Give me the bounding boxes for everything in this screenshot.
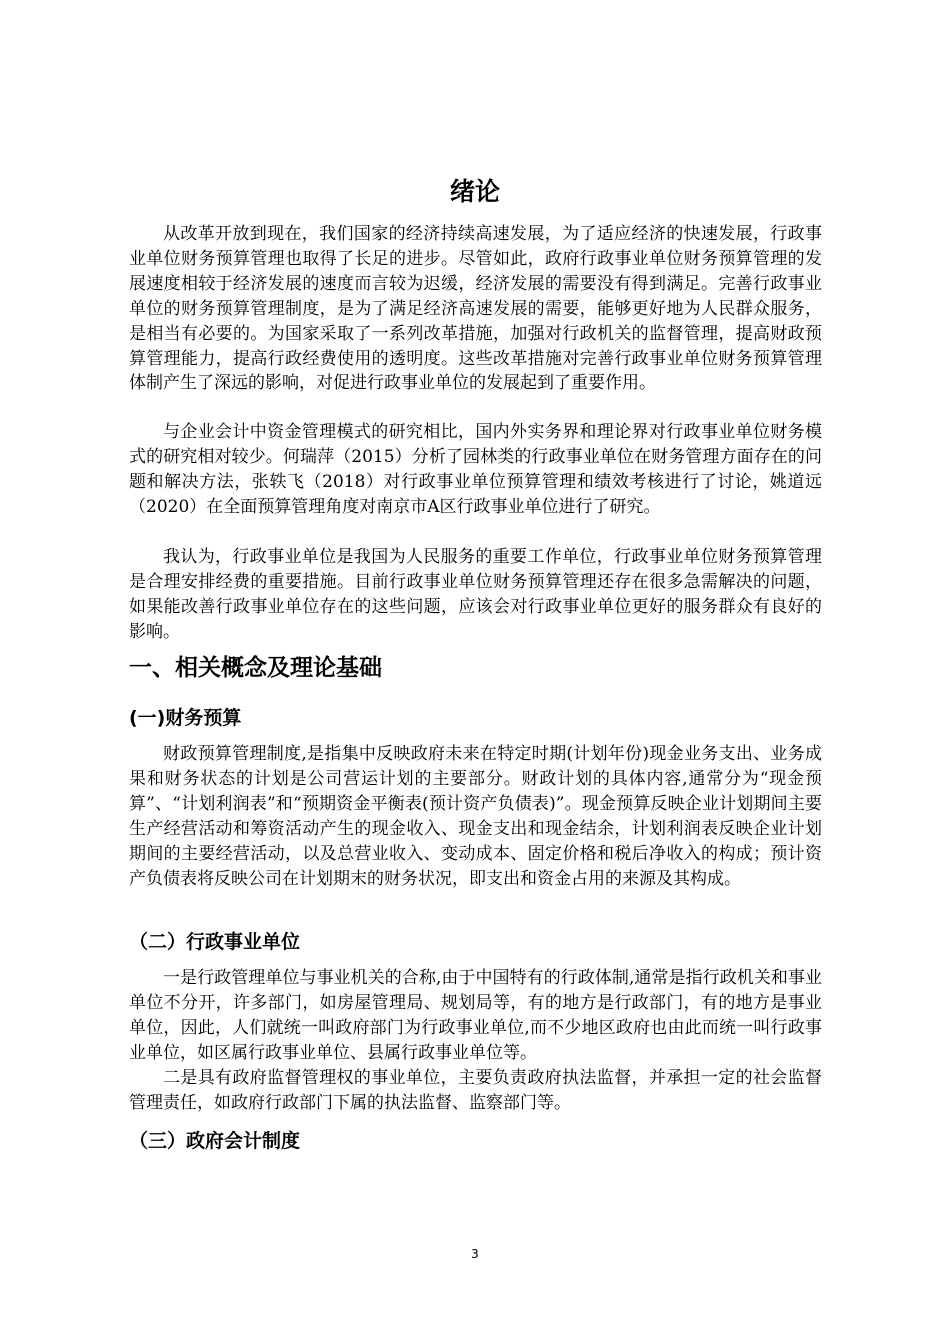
subsection-heading-finance-budget: (一)财务预算 — [129, 707, 242, 729]
intro-paragraph-3: 我认为，行政事业单位是我国为人民服务的重要工作单位，行政事业单位财务预算管理是合理安排经费的重要措施。目前行政事业单位财务预算管理还存在很多急需解决的问题，如果能改善行政事业单位存在的这些问题，应该会对行政事业单位更好的服务群众有良好的影响。 — [129, 547, 822, 642]
admin-units-paragraph-1: 一是行政管理单位与事业机关的合称,由于中国特有的行政体制,通常是指行政机关和事业单位不分开，许多部门，如房屋管理局、规划局等，有的地方是行政部门，有的地方是事业单位，因此，人们就统一叫政府部门为行政事业单位,而不少地区政府也由此而统一叫行政事业单位，如区属行政事业单位、县属行政事业单位等。 — [129, 968, 822, 1063]
page-number: 3 — [471, 1247, 479, 1261]
subsection-heading-admin-units: （二）行政事业单位 — [129, 931, 301, 953]
intro-paragraph-1: 从改革开放到现在，我们国家的经济持续高速发展，为了适应经济的快速发展，行政事业单位财务预算管理也取得了长足的进步。尽管如此，政府行政事业单位财务预算管理的发展速度相较于经济发展的速度而言较为迟缓，经济发展的需要没有得到满足。完善行政事业单位的财务预算管理制度，是为了满足经济高速发展的需要，能够更好地为人民群众服务，是相当有必要的。为国家采取了一系列改革措施，加强对行政机关的监督管理，提高财政预算管理能力，提高行政经费使用的透明度。这些改革措施对完善行政事业单位财务预算管理体制产生了深远的影响，对促进行政事业单位的发展起到了重要作用。 — [129, 224, 822, 394]
subsection-heading-gov-accounting: （三）政府会计制度 — [129, 1130, 301, 1152]
finance-budget-paragraph: 财政预算管理制度,是指集中反映政府未来在特定时期(计划年份)现金业务支出、业务成果和财务状态的计划是公司营运计划的主要部分。财政计划的具体内容,通常分为“现金预算”、“计划利润表”和“预期资金平衡表(预计资产负债表)”。现金预算反映企业计划期间主要生产经营活动和筹资活动产生的现金收入、现金支出和现金结余，计划利润表反映企业计划期间的主要经营活动，以及总营业收入、变动成本、固定价格和税后净收入的构成；预计资产负债表将反映公司在计划期末的财务状况，即支出和资金占用的来源及其构成。 — [129, 744, 822, 889]
section-heading-1: 一、相关概念及理论基础 — [129, 655, 382, 681]
intro-paragraph-2: 与企业会计中资金管理模式的研究相比，国内外实务界和理论界对行政事业单位财务模式的研究相对较少。何瑞萍（2015）分析了园林类的行政事业单位在财务管理方面存在的问题和解决方法，张轶飞（2018）对行政事业单位预算管理和绩效考核进行了讨论，姚道远（2020）在全面预算管理角度对南京市A区行政事业单位进行了研究。 — [129, 422, 822, 517]
admin-units-paragraph-2: 二是具有政府监督管理权的事业单位，主要负责政府执法监督，并承担一定的社会监督管理责任，如政府行政部门下属的执法监督、监察部门等。 — [129, 1068, 822, 1113]
page-title: 绪论 — [449, 177, 500, 206]
